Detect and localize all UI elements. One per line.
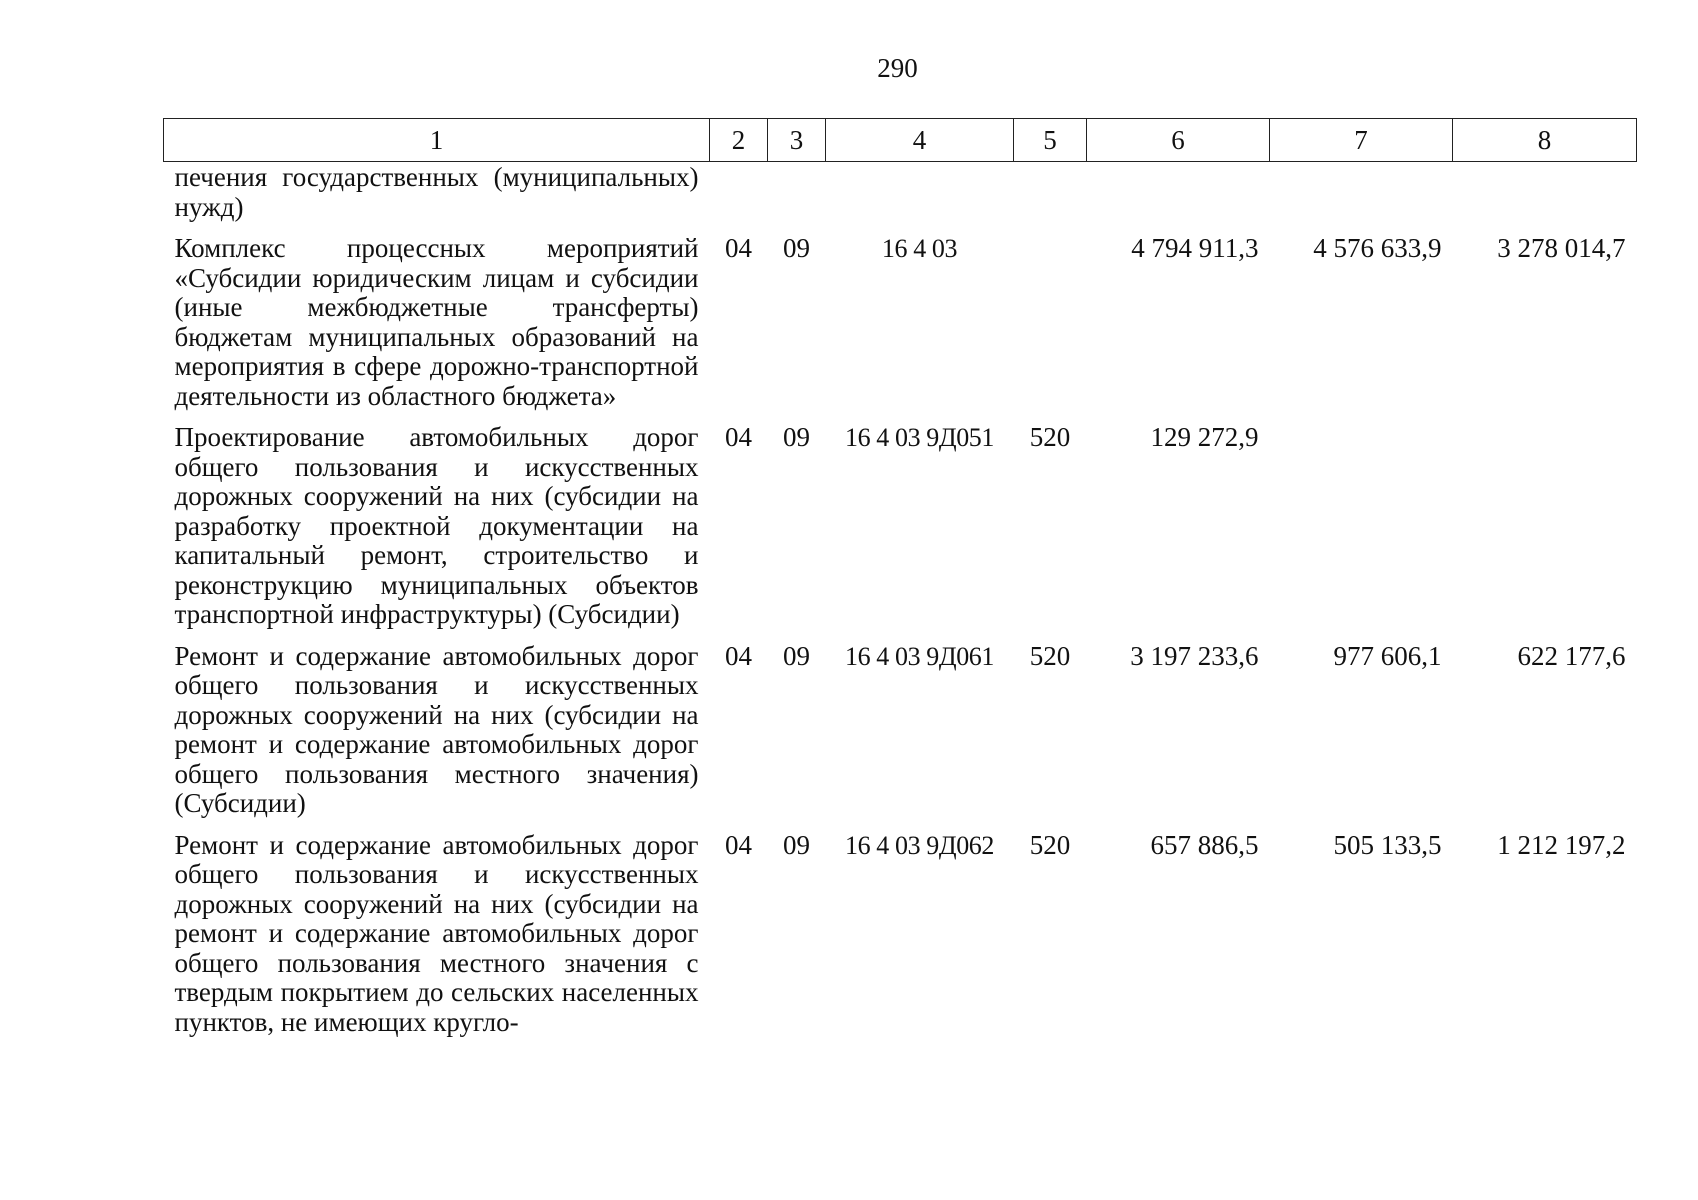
row-rz	[710, 162, 768, 235]
row-value-col7	[1270, 423, 1453, 642]
row-value-col7: 505 133,5	[1333, 829, 1442, 860]
row-rz: 04	[725, 422, 752, 452]
row-value-col7: 977 606,1	[1333, 640, 1442, 671]
row-vr: 520	[1029, 640, 1071, 671]
row-vr	[1014, 162, 1087, 235]
row-csr: 16 4 03 9Д061	[844, 641, 995, 671]
row-value-col6: 657 886,5	[1150, 829, 1259, 860]
header-col-6: 6	[1087, 119, 1270, 162]
row-value-col6: 3 197 233,6	[1130, 640, 1259, 671]
row-value-col7: 4 576 633,9	[1313, 233, 1442, 263]
table-row	[164, 234, 1637, 423]
row-value-col8: 622 177,6	[1517, 640, 1626, 671]
table-row	[164, 642, 1637, 831]
row-name: Ремонт и содержание автомобильных дорог общего пользования и искусственных дорожных сооружений на них (субсидии на ремонт и содержание автомобильных дорог общего пользования местного значения с твердым покрытием до сельских населенных пунктов, не имеющих кругло-	[174, 829, 699, 1037]
row-rz: 04	[725, 829, 752, 860]
row-pr	[768, 162, 826, 235]
row-name: Проектирование автомобильных дорог общего пользования и искусственных дорожных сооружений на них (субсидии на разработку проектной документации на капитальный ремонт, строительство и реконструкцию муниципальных объектов транспортной инфраструктуры) (Субсидии)	[174, 422, 699, 629]
row-csr: 16 4 03 9Д051	[844, 423, 995, 452]
header-col-3: 3	[768, 119, 826, 162]
row-value-col6	[1087, 162, 1270, 235]
row-rz: 04	[725, 233, 752, 263]
row-vr: 520	[1029, 422, 1071, 452]
row-vr: 520	[1029, 829, 1071, 860]
row-name: Ремонт и содержание автомобильных дорог общего пользования и искусственных дорожных сооружений на них (субсидии на ремонт и содержание автомобильных дорог общего пользования местного значения) (Субсидии)	[174, 640, 699, 818]
table-row	[164, 831, 1637, 1050]
header-col-4: 4	[826, 119, 1014, 162]
row-name: Комплекс процессных мероприятий «Субсидии юридическим лицам и субсидии (иные межбюджетные трансферты) бюджетам муниципальных образований на мероприятия в сфере дорожно-транспортной деятельности из областного бюджета»	[174, 233, 699, 411]
row-value-col8	[1453, 423, 1637, 642]
row-pr: 09	[783, 640, 810, 671]
header-col-8: 8	[1453, 119, 1637, 162]
row-value-col8	[1453, 162, 1637, 235]
header-col-2: 2	[710, 119, 768, 162]
row-value-col8: 3 278 014,7	[1497, 233, 1626, 263]
table-body	[164, 162, 1637, 1050]
row-csr: 16 4 03 9Д062	[844, 830, 995, 860]
row-pr: 09	[783, 422, 810, 452]
row-rz: 04	[725, 640, 752, 671]
row-vr	[1014, 234, 1087, 423]
row-pr: 09	[783, 829, 810, 860]
budget-table	[163, 118, 1637, 1049]
header-row	[164, 119, 1637, 162]
header-col-5: 5	[1014, 119, 1087, 162]
header-col-7: 7	[1270, 119, 1453, 162]
header-col-1: 1	[164, 119, 710, 162]
table-header	[164, 119, 1637, 162]
row-value-col6: 129 272,9	[1150, 422, 1259, 452]
page-number: 290	[877, 53, 918, 83]
row-name: печения государственных (муниципальных) нужд)	[174, 162, 699, 222]
table-row	[164, 423, 1637, 642]
row-csr	[826, 162, 1014, 235]
row-value-col7	[1270, 162, 1453, 235]
row-csr: 16 4 03	[881, 234, 958, 263]
row-value-col6: 4 794 911,3	[1131, 233, 1259, 263]
row-value-col8: 1 212 197,2	[1497, 829, 1626, 860]
table-row	[164, 162, 1637, 235]
row-pr: 09	[783, 233, 810, 263]
